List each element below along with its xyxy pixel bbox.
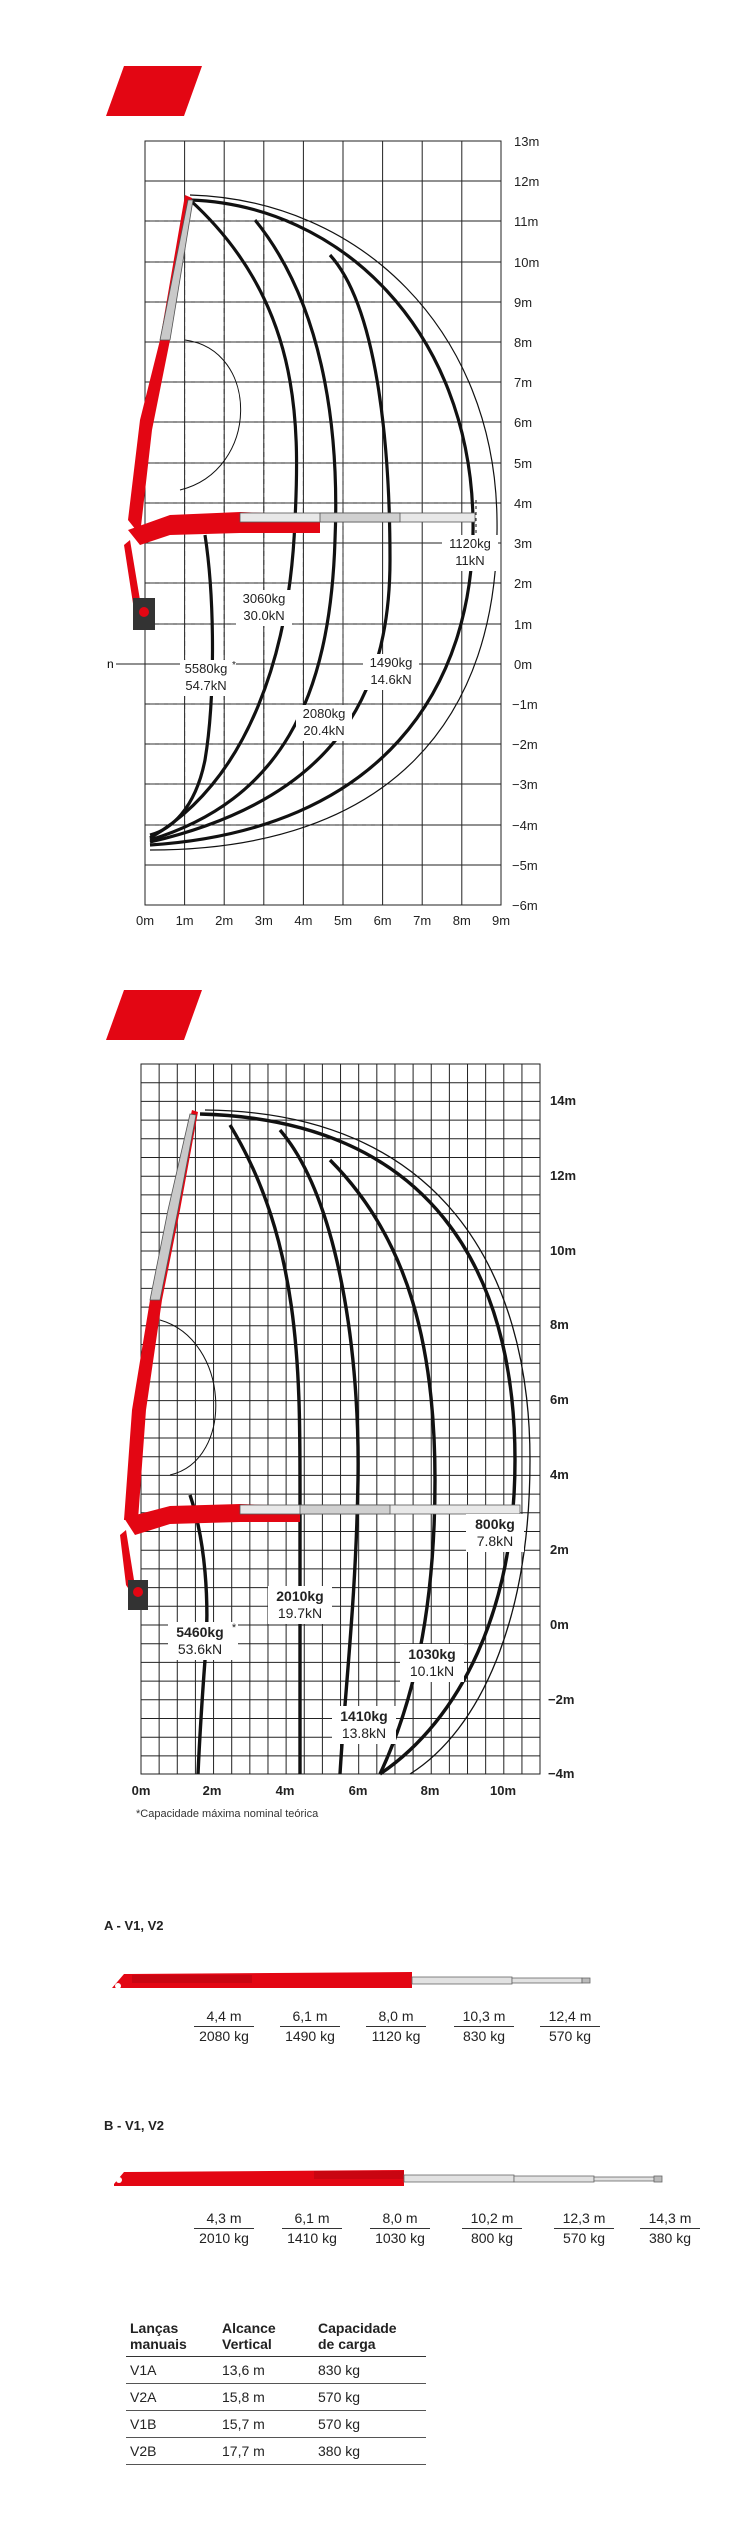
a-ytick: −5m — [512, 858, 538, 873]
a-label-kg: 1490kg — [369, 655, 413, 670]
a-label-star: * — [232, 660, 236, 671]
ext-b-title: B - V1, V2 — [104, 2118, 164, 2133]
chart-a-y-ticks — [512, 134, 539, 913]
ext-b-dist: 4,3 m — [206, 2210, 242, 2226]
ext-b-stat — [630, 2210, 710, 2247]
chart-b — [0, 1040, 732, 1810]
a-ytick: 0m — [514, 657, 533, 672]
ext-b-stat — [272, 2210, 352, 2247]
chart-a — [0, 0, 732, 930]
b-ytick: 10m — [550, 1243, 577, 1258]
ext-b-stat — [360, 2210, 440, 2247]
manual-booms-table — [126, 2320, 426, 2465]
ext-a-kg: 2080 kg — [199, 2028, 249, 2044]
ext-a-boom-illustration — [112, 1966, 592, 2000]
ext-a-stat — [444, 2008, 524, 2045]
a-label-kg: 5580kg — [184, 661, 228, 676]
ext-a-kg: 830 kg — [462, 2028, 506, 2044]
a-label-kn: 30.0kN — [243, 608, 285, 623]
a-ytick: 9m — [514, 295, 533, 310]
a-ytick: −2m — [512, 737, 538, 752]
ext-b-divider — [370, 2228, 430, 2229]
a-xtick: 5m — [333, 913, 353, 928]
b-xtick: 2m — [202, 1783, 222, 1798]
ext-b-dist: 8,0 m — [382, 2210, 418, 2226]
b-ytick: −4m — [548, 1766, 575, 1781]
chart-b-load-labels — [168, 1514, 524, 1744]
ext-a-stat — [184, 2008, 264, 2045]
ext-b-stat — [452, 2210, 532, 2247]
ext-b-kg: 1030 kg — [375, 2230, 425, 2246]
cell-capacity: 570 kg — [314, 2411, 426, 2438]
a-xtick: 4m — [294, 913, 313, 928]
b-xtick: 4m — [275, 1783, 295, 1798]
cell-boom: V2A — [126, 2384, 218, 2411]
ext-a-kg: 570 kg — [548, 2028, 592, 2044]
cell-capacity: 570 kg — [314, 2384, 426, 2411]
ext-b-dist: 12,3 m — [562, 2210, 606, 2226]
badge-b-letter: B — [143, 1053, 165, 1086]
cell-boom: V1A — [126, 2357, 218, 2384]
ext-a-divider — [366, 2026, 426, 2027]
curve-a-inner-arc — [180, 340, 241, 490]
ext-a-divider — [194, 2026, 254, 2027]
chart-b-y-ticks — [548, 1093, 576, 1781]
ext-a-dist: 6,1 m — [292, 2008, 328, 2024]
ext-b-dist: 14,3 m — [648, 2210, 692, 2226]
ext-b-kg: 2010 kg — [199, 2230, 249, 2246]
ext-a-divider — [540, 2026, 600, 2027]
a-ytick: −3m — [512, 777, 538, 792]
col-header-reach: Alcance Vertical — [218, 2320, 314, 2357]
b-xtick: 8m — [420, 1783, 440, 1798]
ext-a-stat — [270, 2008, 350, 2045]
ext-a-stat — [530, 2008, 610, 2045]
b-ytick: 12m — [550, 1168, 577, 1183]
b-label-kg: 1030kg — [408, 1646, 456, 1662]
a-xtick: 6m — [373, 913, 392, 928]
a-label-kn: 11kN — [455, 553, 485, 568]
b-label-kn: 19.7kN — [277, 1605, 323, 1621]
a-ytick: 4m — [514, 496, 533, 511]
b-ytick: 4m — [550, 1467, 569, 1482]
cell-capacity: 830 kg — [314, 2357, 426, 2384]
table-row — [126, 2411, 426, 2438]
table-row — [126, 2357, 426, 2384]
badge-b-shape — [106, 990, 202, 1040]
ext-a-divider — [454, 2026, 514, 2027]
curve-b-2010 — [230, 1125, 300, 1774]
a-ytick: −4m — [512, 818, 538, 833]
chart-a-side-marker: n — [107, 657, 114, 671]
b-label-kn: 7.8kN — [476, 1533, 514, 1549]
b-label-kg: 1410kg — [340, 1708, 388, 1724]
a-xtick: 7m — [413, 913, 432, 928]
a-xtick: 2m — [215, 913, 234, 928]
cell-capacity: 380 kg — [314, 2438, 426, 2465]
a-xtick: 0m — [135, 913, 155, 928]
ext-a-dist: 10,3 m — [462, 2008, 506, 2024]
footnote: *Capacidade máxima nominal teórica — [136, 1808, 319, 1820]
b-ytick: 14m — [550, 1093, 577, 1108]
cell-boom: V2B — [126, 2438, 218, 2465]
table-row — [126, 2438, 426, 2465]
b-xtick: 6m — [348, 1783, 368, 1798]
b-label-kn: 10.1kN — [409, 1663, 455, 1679]
a-ytick: 13m — [514, 134, 540, 149]
a-xtick: 3m — [254, 913, 273, 928]
ext-a-stat — [356, 2008, 436, 2045]
col-header-booms: Lanças manuais — [126, 2320, 218, 2357]
a-label-kn: 20.4kN — [303, 723, 345, 738]
b-ytick: −2m — [548, 1692, 575, 1707]
ext-b-kg: 380 kg — [648, 2230, 692, 2246]
a-ytick: 2m — [514, 576, 533, 591]
b-label-kg: 5460kg — [176, 1624, 224, 1640]
a-ytick: 10m — [514, 255, 540, 270]
ext-b-stat — [544, 2210, 624, 2247]
ext-b-stat — [184, 2210, 264, 2247]
ext-a-dist: 12,4 m — [548, 2008, 592, 2024]
b-label-kn: 53.6kN — [177, 1641, 223, 1657]
a-ytick: 7m — [514, 375, 533, 390]
col-header-capacity: Capacidade de carga — [314, 2320, 426, 2357]
ext-b-divider — [462, 2228, 522, 2229]
b-label-kn: 13.8kN — [341, 1725, 387, 1741]
ext-a-divider — [280, 2026, 340, 2027]
b-label-star: * — [231, 1622, 237, 1634]
ext-b-dist: 6,1 m — [294, 2210, 330, 2226]
table-header-row — [126, 2320, 426, 2357]
b-ytick: 0m — [550, 1617, 569, 1632]
a-ytick: 1m — [514, 617, 533, 632]
curve-b-envelope — [205, 1110, 530, 1774]
section-b-badge — [106, 990, 202, 1086]
ext-b-divider — [282, 2228, 342, 2229]
chart-b-x-ticks — [132, 1783, 516, 1798]
ext-a-kg: 1490 kg — [285, 2028, 335, 2044]
a-ytick: −1m — [512, 697, 538, 712]
b-xtick: 10m — [489, 1783, 517, 1798]
ext-a-dist: 4,4 m — [206, 2008, 242, 2024]
curve-b-inner-arc — [160, 1320, 216, 1475]
a-ytick: 5m — [514, 456, 533, 471]
ext-b-dist: 10,2 m — [470, 2210, 514, 2226]
b-label-kg: 2010kg — [276, 1588, 324, 1604]
cell-reach: 15,7 m — [218, 2411, 314, 2438]
badge-a-letter: A — [143, 129, 165, 162]
ext-b-divider — [194, 2228, 254, 2229]
a-label-kg: 1120kg — [449, 536, 491, 551]
a-ytick: −6m — [512, 898, 538, 913]
a-label-kg: 2080kg — [302, 706, 346, 721]
ext-b-boom-illustration — [114, 2164, 674, 2198]
a-xtick: 9m — [491, 913, 511, 928]
curve-b-1410 — [277, 1130, 358, 1774]
b-ytick: 8m — [550, 1317, 569, 1332]
ext-b-kg: 570 kg — [562, 2230, 606, 2246]
a-ytick: 11m — [514, 214, 539, 229]
b-label-kg: 800kg — [475, 1516, 515, 1532]
b-ytick: 2m — [550, 1542, 569, 1557]
a-ytick: 12m — [514, 174, 540, 189]
cell-reach: 15,8 m — [218, 2384, 314, 2411]
ext-b-divider — [554, 2228, 614, 2229]
a-ytick: 8m — [514, 335, 533, 350]
chart-b-curves — [190, 1114, 515, 1774]
cell-boom: V1B — [126, 2411, 218, 2438]
a-label-kn: 14.6kN — [370, 672, 412, 687]
cell-reach: 13,6 m — [218, 2357, 314, 2384]
b-ytick: 6m — [550, 1392, 569, 1407]
ext-b-kg: 800 kg — [470, 2230, 514, 2246]
ext-b-divider — [640, 2228, 700, 2229]
ext-a-title: A - V1, V2 — [104, 1918, 164, 1933]
crane-b-drawing — [120, 1110, 520, 1610]
a-ytick: 3m — [514, 536, 533, 551]
ext-a-dist: 8,0 m — [378, 2008, 414, 2024]
a-label-kn: 54.7kN — [185, 678, 227, 693]
ext-b-kg: 1410 kg — [287, 2230, 337, 2246]
a-label-kg: 3060kg — [242, 591, 286, 606]
cell-reach: 17,7 m — [218, 2438, 314, 2465]
a-xtick: 1m — [175, 913, 194, 928]
chart-a-load-labels — [180, 535, 498, 741]
a-ytick: 6m — [514, 415, 533, 430]
a-xtick: 8m — [452, 913, 471, 928]
ext-a-kg: 1120 kg — [371, 2028, 421, 2044]
b-xtick: 0m — [131, 1783, 151, 1798]
curve-a-1490 — [150, 255, 390, 842]
table-row — [126, 2384, 426, 2411]
chart-a-x-ticks — [136, 913, 510, 928]
